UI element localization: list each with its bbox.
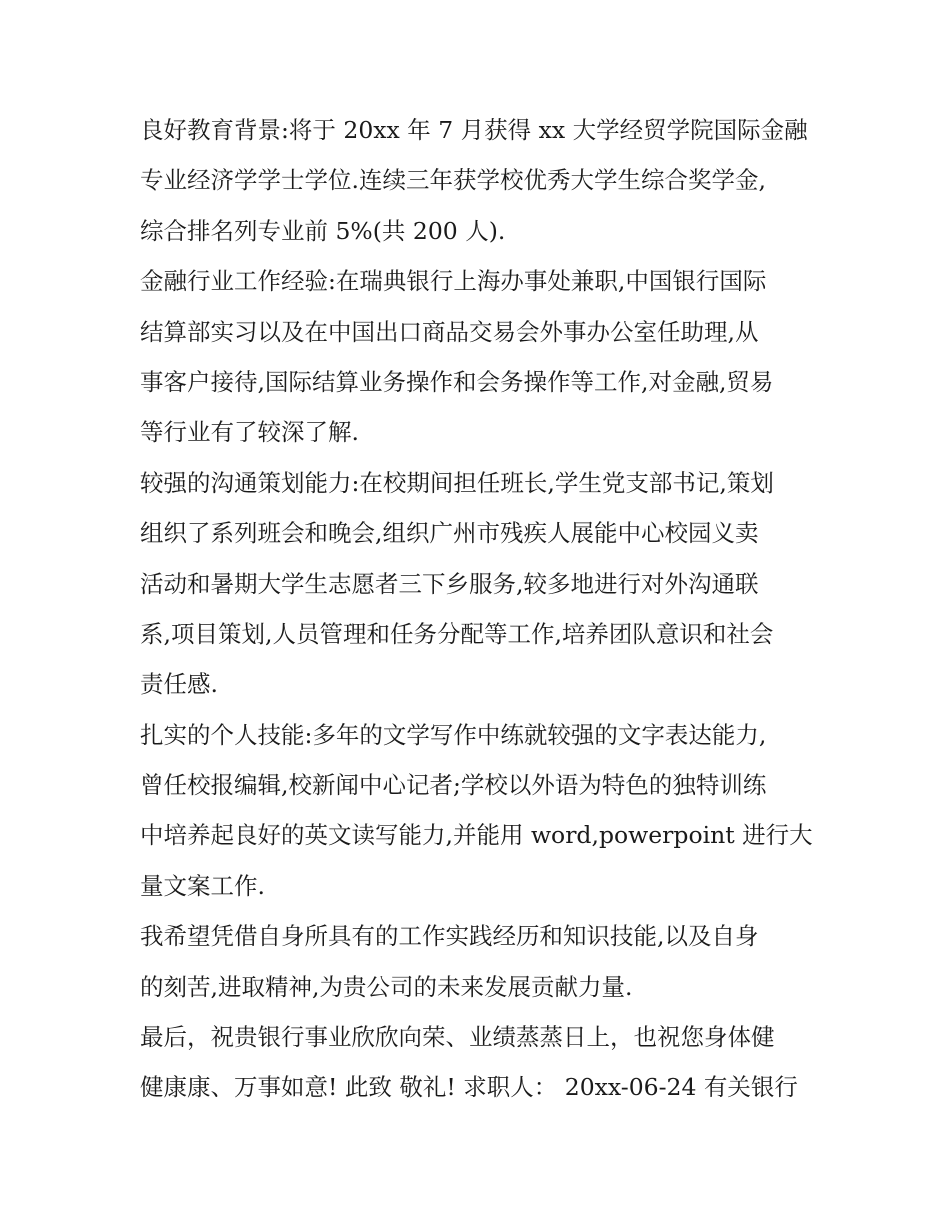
text-line: 金融行业工作经验:在瑞典银行上海办事处兼职,中国银行国际 — [140, 267, 767, 296]
text-line: 健康康、万事如意! 此致 敬礼! 求职人： 20xx-06-24 有关银行 — [140, 1073, 798, 1102]
text-line: 专业经济学学士学位.连续三年获学校优秀大学生综合奖学金, — [140, 166, 766, 195]
text-line: 等行业有了较深了解. — [140, 418, 359, 447]
text-line: 组织了系列班会和晚会,组织广州市残疾人展能中心校园义卖 — [140, 519, 759, 548]
text-line: 责任感. — [140, 670, 218, 699]
text-line: 活动和暑期大学生志愿者三下乡服务,较多地进行对外沟通联 — [140, 569, 759, 598]
text-line: 系,项目策划,人员管理和任务分配等工作,培养团队意识和社会 — [140, 619, 774, 648]
text-line: 最后，祝贵银行事业欣欣向荣、业绩蒸蒸日上，也祝您身体健 — [140, 1023, 775, 1052]
text-line: 综合排名列专业前 5%(共 200 人). — [140, 216, 506, 245]
text-line: 扎实的个人技能:多年的文学写作中练就较强的文字表达能力, — [140, 720, 767, 749]
text-line: 良好教育背景:将于 20xx 年 7 月获得 xx 大学经贸学院国际金融 — [140, 116, 808, 144]
text-line: 量文案工作. — [140, 871, 265, 900]
document-body — [140, 105, 820, 1113]
text-line: 较强的沟通策划能力:在校期间担任班长,学生党支部书记,策划 — [140, 468, 774, 497]
text-line: 事客户接待,国际结算业务操作和会务操作等工作,对金融,贸易 — [140, 367, 774, 396]
text-line: 结算部实习以及在中国出口商品交易会外事办公室任助理,从 — [140, 317, 759, 346]
text-line: 曾任校报编辑,校新闻中心记者;学校以外语为特色的独特训练 — [140, 771, 767, 800]
text-line: 我希望凭借自身所具有的工作实践经历和知识技能,以及自身 — [140, 922, 759, 951]
text-line: 的刻苦,进取精神,为贵公司的未来发展贡献力量. — [140, 972, 633, 1001]
text-line: 中培养起良好的英文读写能力,并能用 word,powerpoint 进行大 — [140, 821, 813, 850]
